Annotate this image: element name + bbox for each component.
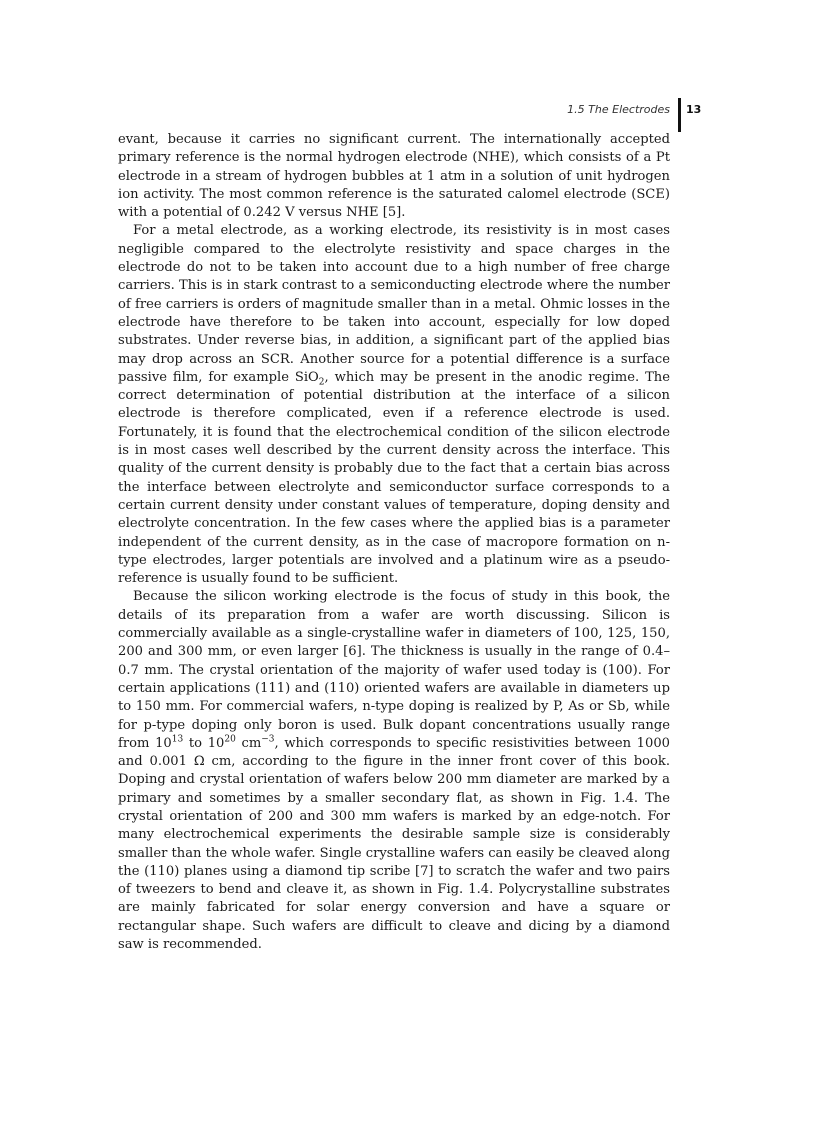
text-run: For a metal electrode, as a working electrode, its resistivity is in most cases negligible compared to the electrolyte resistivity and space charges in the electrode do not to be taken into account due to a high number of free charge carriers. This is in stark contrast to a semiconducting electrode where the number of free carriers is orders of magnitude smaller than in a metal. Ohmic losses in the electrode have therefore to be taken into account, especially for low doped substrates. Under reverse bias, in addition, a significant part of the applied bias may drop across an SCR. Another source for a potential difference is a surface passive film, for example SiO [118, 223, 670, 385]
superscript: 13 [171, 734, 184, 745]
text-run: to 10 [183, 735, 225, 751]
body-text [118, 131, 670, 954]
subscript: 2 [318, 377, 325, 388]
paragraph [118, 222, 670, 588]
page-number: 13 [686, 103, 702, 116]
header-divider [678, 98, 681, 132]
paragraph [118, 588, 670, 954]
running-header [0, 98, 816, 132]
superscript: −3 [261, 734, 275, 745]
text-run: Because the silicon working electrode is the focus of study in this book, the details of its preparation from a wafer are worth discussing. Silicon is commercially available as a single-crystalline wafer in diameters of 100, 125, 150, 200 and 300 mm, or even larger [6]. The thickness is usually in the range of 0.4–0.7 mm. The crystal orientation of the majority of wafer used today is (100). For certain applications (111) and (110) oriented wafers are available in diameters up to 150 mm. For commercial wafers, n-type doping is realized by P, As or Sb, while for p-type doping only boron is used. Bulk dopant concentrations usually range from 10 [118, 589, 670, 751]
text-run: , which corresponds to specific resistivities between 1000 and 0.001 Ω cm, according to the figure in the inner front cover of this book. Doping and crystal orientation of wafers below 200 mm diameter are marked by a primary and sometimes by a smaller secondary flat, as shown in Fig. 1.4. The crystal orientation of 200 and 300 mm wafers is marked by an edge-notch. For many electrochemical experiments the desirable sample size is considerably smaller than the whole wafer. Single crystalline wafers can easily be cleaved along the (110) planes using a diamond tip scribe [7] to scratch the wafer and two pairs of tweezers to bend and cleave it, as shown in Fig. 1.4. Polycrystalline substrates are mainly fabricated for solar energy conversion and have a square or rectangular shape. Such wafers are difficult to cleave and dicing by a diamond saw is recommended. [118, 735, 670, 953]
text-run: cm [235, 735, 262, 751]
text-run: evant, because it carries no significant current. The internationally accepted primary reference is the normal hydrogen electrode (NHE), which consists of a Pt electrode in a stream of hydrogen bubbles at 1 atm in a solution of unit hydrogen ion activity. The most common reference is the saturated calomel electrode (SCE) with a potential of 0.242 V versus NHE [5]. [118, 132, 670, 221]
superscript: 20 [224, 734, 236, 745]
text-run: , which may be present in the anodic regime. The correct determination of potential distribution at the interface of a silicon electrode is therefore complicated, even if a reference electrode is used. Fortunately, it is found that the electrochemical condition of the silicon electrode is in most cases well described by the current density across the interface. This quality of the current density is probably due to the fact that a certain bias across the interface between electrolyte and semiconductor surface corresponds to a certain current density under constant values of temperature, doping density and electrolyte concentration. In the few cases where the applied bias is a parameter independent of the current density, as in the case of macropore formation on n-type electrodes, larger potentials are involved and a platinum wire as a pseudo-reference is usually found to be sufficient. [118, 369, 670, 587]
running-header-title: 1.5 The Electrodes [567, 103, 670, 116]
paragraph [118, 131, 670, 222]
